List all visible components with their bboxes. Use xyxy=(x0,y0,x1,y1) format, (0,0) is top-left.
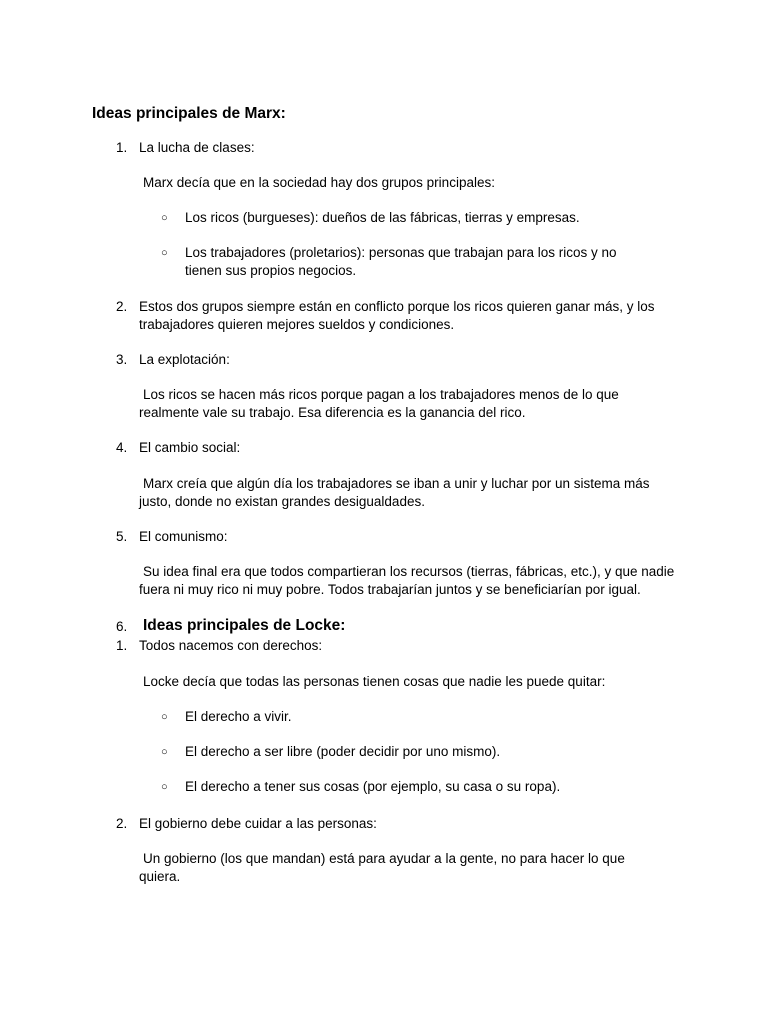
bullet-item: Los ricos (burgueses): dueños de las fábricas, tierras y empresas. xyxy=(185,210,580,225)
list-item-label: El gobierno debe cuidar a las personas: xyxy=(139,816,377,831)
list-item-label: Todos nacemos con derechos: xyxy=(139,638,323,653)
bullet-item: Los trabajadores (proletarios): personas que trabajan para los ricos y no tienen sus propios negocios. xyxy=(185,245,617,278)
list-number: 1. xyxy=(116,140,128,155)
circle-bullet-icon: ○ xyxy=(161,247,168,259)
list-item-label: El cambio social: xyxy=(139,440,241,455)
list-item-text: Estos dos grupos siempre están en conflicto porque los ricos quieren ganar más, y los trabajadores quieren mejores sueldos y condiciones. xyxy=(139,299,655,332)
bullet-item: El derecho a tener sus cosas (por ejemplo, su casa o su ropa). xyxy=(185,779,561,794)
circle-bullet-icon: ○ xyxy=(161,711,168,723)
paragraph: Marx decía que en la sociedad hay dos grupos principales: xyxy=(143,175,495,190)
locke-heading: Ideas principales de Locke: xyxy=(143,617,346,634)
paragraph: Marx creía que algún día los trabajadores se iban a unir y luchar por un sistema más justo, donde no existan grandes desigualdades. xyxy=(139,476,650,509)
paragraph: Los ricos se hacen más ricos porque pagan a los trabajadores menos de lo que realmente vale su trabajo. Esa diferencia es la ganancia del rico. xyxy=(139,387,619,420)
bullet-item: El derecho a vivir. xyxy=(185,709,292,724)
paragraph: Un gobierno (los que mandan) está para ayudar a la gente, no para hacer lo que quiera. xyxy=(139,851,625,884)
paragraph: Su idea final era que todos compartieran los recursos (tierras, fábricas, etc.), y que nadie fuera ni muy rico ni muy pobre. Todos trabajarían juntos y se beneficiarían por igual. xyxy=(139,564,675,597)
list-item-label: El comunismo: xyxy=(139,529,228,544)
list-number: 2. xyxy=(116,816,128,831)
circle-bullet-icon: ○ xyxy=(161,781,168,793)
list-number: 5. xyxy=(116,529,128,544)
list-number: 2. xyxy=(116,299,128,314)
marx-heading: Ideas principales de Marx: xyxy=(92,105,286,122)
circle-bullet-icon: ○ xyxy=(161,212,168,224)
list-number: 1. xyxy=(116,638,128,653)
bullet-item: El derecho a ser libre (poder decidir por uno mismo). xyxy=(185,744,501,759)
circle-bullet-icon: ○ xyxy=(161,746,168,758)
list-item-label: La explotación: xyxy=(139,352,230,367)
list-number: 3. xyxy=(116,352,128,367)
list-number: 6. xyxy=(116,619,128,634)
list-number: 4. xyxy=(116,440,128,455)
list-item-label: La lucha de clases: xyxy=(139,140,255,155)
paragraph: Locke decía que todas las personas tienen cosas que nadie les puede quitar: xyxy=(143,674,606,689)
